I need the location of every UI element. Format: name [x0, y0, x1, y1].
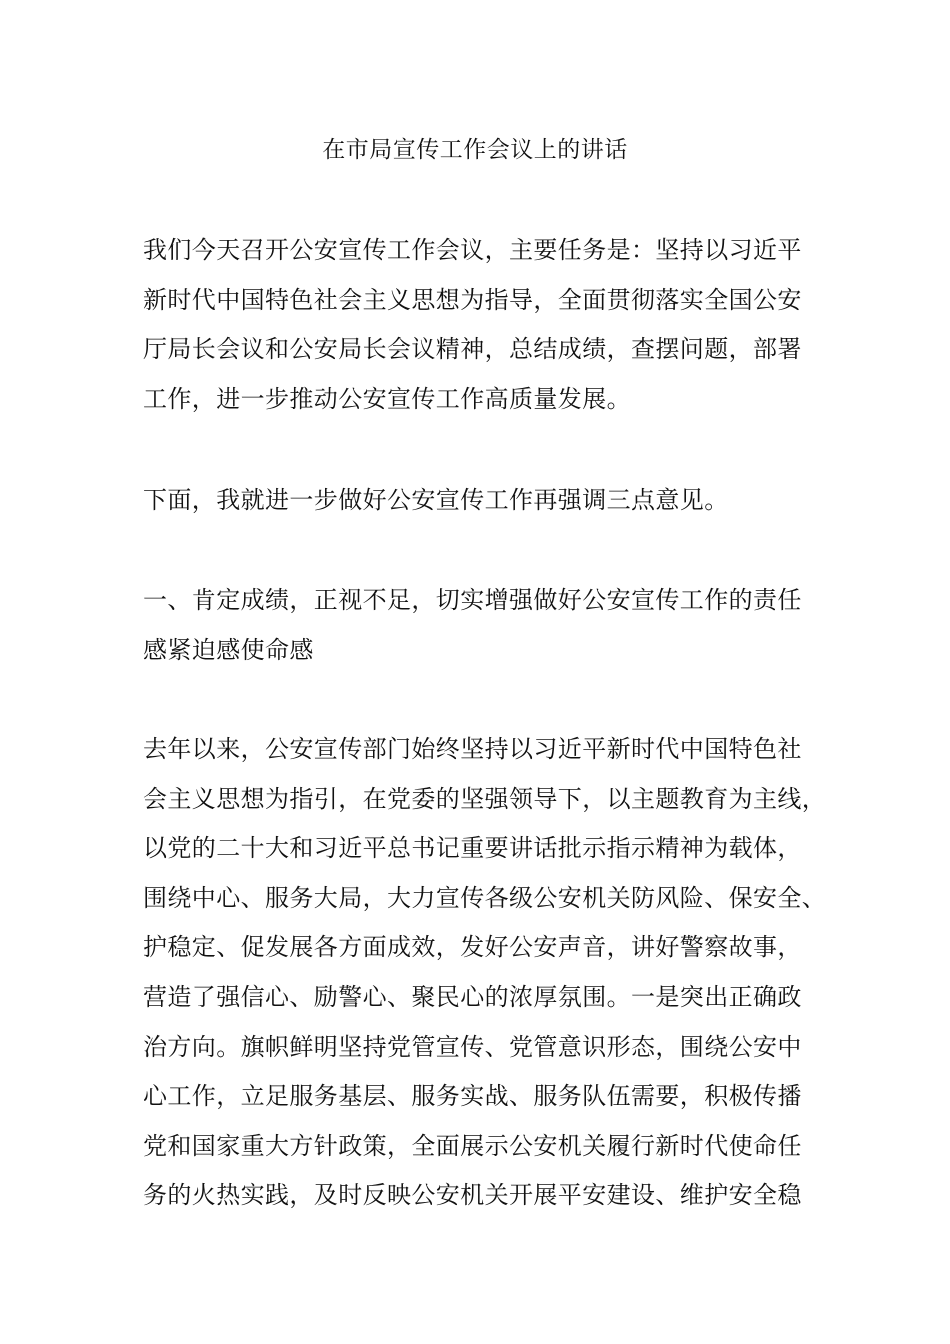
text-line: 一、肯定成绩，正视不足，切实增强做好公安宣传工作的责任: [143, 586, 802, 614]
paragraph-transition: [143, 476, 833, 526]
section-heading-1: [143, 576, 833, 675]
paragraph-intro: [143, 226, 833, 424]
text-line: 营造了强信心、励警心、聚民心的浓厚氛围。一是突出正确政: [143, 982, 802, 1011]
text-line: 围绕中心、服务大局，大力宣传各级公安机关防风险、保安全、: [143, 883, 827, 912]
text-line: 以党的二十大和习近平总书记重要讲话批示指示精神为载体，: [143, 834, 802, 863]
text-line: 治方向。旗帜鲜明坚持党管宣传、党管意识形态，围绕公安中: [143, 1032, 802, 1061]
text-line: 工作，进一步推动公安宣传工作高质量发展。: [143, 384, 631, 413]
text-line: 下面，我就进一步做好公安宣传工作再强调三点意见。: [143, 486, 729, 514]
text-line: 我们今天召开公安宣传工作会议，主要任务是：坚持以习近平: [143, 236, 802, 264]
text-line: 感紧迫感使命感: [143, 635, 314, 664]
text-line: 厅局长会议和公安局长会议精神，总结成绩，查摆问题，部署: [143, 335, 802, 364]
text-line: 新时代中国特色社会主义思想为指导，全面贯彻落实全国公安: [143, 285, 802, 314]
paragraph-body: [143, 725, 833, 1221]
text-line: 务的火热实践，及时反映公安机关开展平安建设、维护安全稳: [143, 1181, 802, 1210]
text-line: 党和国家重大方针政策，全面展示公安机关履行新时代使命任: [143, 1131, 802, 1160]
text-line: 护稳定、促发展各方面成效，发好公安声音，讲好警察故事，: [143, 933, 802, 962]
text-line: 会主义思想为指引，在党委的坚强领导下，以主题教育为主线，: [143, 784, 827, 813]
text-line: 去年以来，公安宣传部门始终坚持以习近平新时代中国特色社: [143, 735, 802, 763]
document-title: 在市局宣传工作会议上的讲话: [322, 137, 628, 163]
text-line: 心工作，立足服务基层、服务实战、服务队伍需要，积极传播: [143, 1082, 802, 1111]
